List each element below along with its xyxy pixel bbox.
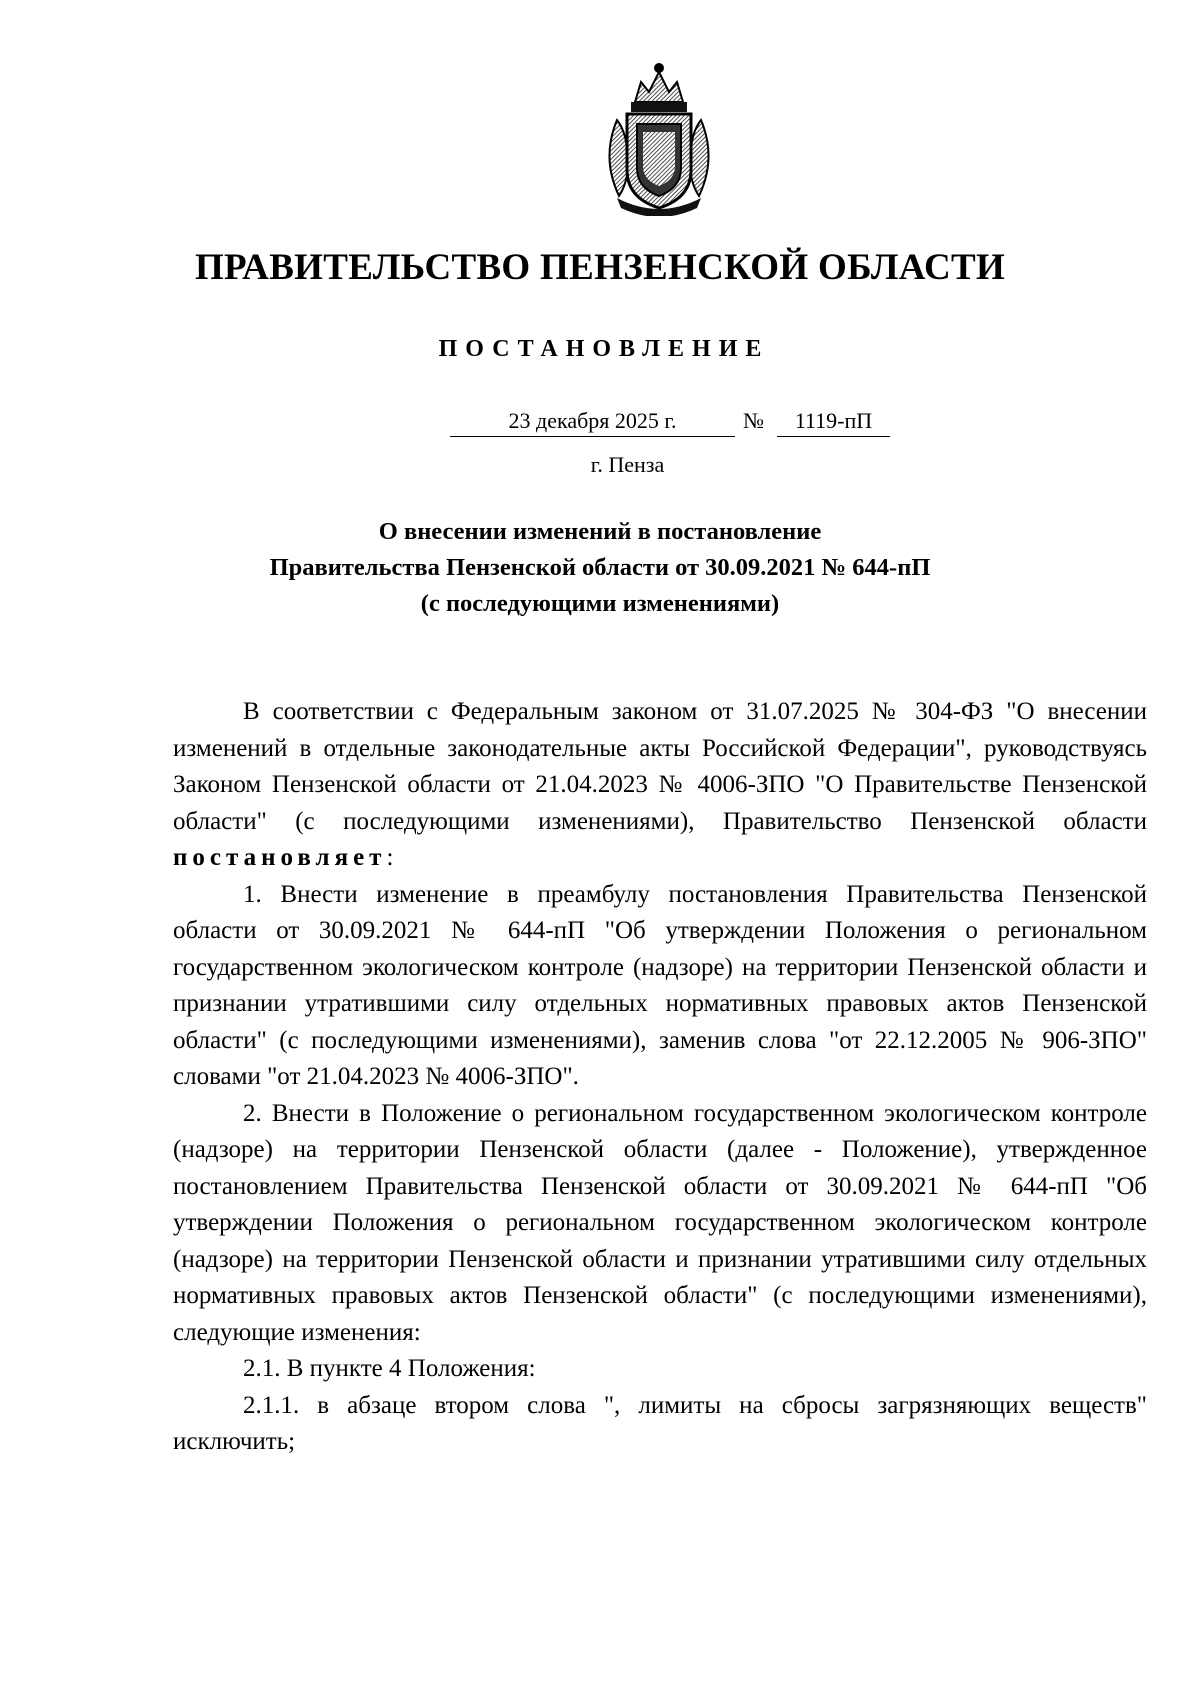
item-2-1-1-paragraph: 2.1.1. в абзаце втором слова ", лимиты на сбросы загрязняющих веществ" исключить; [173,1391,1147,1455]
subject-line-3: (с последующими изменениями) [420,590,780,617]
item-2-1-paragraph: 2.1. В пункте 4 Положения: [243,1355,536,1382]
document-date: 23 декабря 2025 г. [450,408,735,437]
document-subject [0,514,1200,622]
government-title: ПРАВИТЕЛЬСТВО ПЕНЗЕНСКОЙ ОБЛАСТИ [194,247,1006,288]
decree-word: постановляет [173,844,387,871]
subject-line-2: Правительства Пензенской области от 30.09.2021 № 644-пП [269,554,931,581]
subject-line-1: О внесении изменений в постановление [378,518,822,545]
document-number: 1119-пП [777,408,890,437]
document-type: ПОСТАНОВЛЕНИЕ [438,336,770,362]
item-1-paragraph: 1. Внести изменение в преамбулу постановления Правительства Пензенской области от 30.09.2021 № 644-пП "Об утверждении Положения о региональном государственном экологическом контроле (надзоре) на территории Пензенской области и признании утратившими силу отдельных нормативных правовых актов Пензенской области" (с последующими изменениями), заменив слова "от 22.12.2005 № 906-ЗПО" словами "от 21.04.2023 № 4006-ЗПО". [173,880,1147,1090]
coat-of-arms-icon [597,58,721,216]
document-city: г. Пенза [590,452,665,477]
preamble-paragraph [173,694,1147,877]
preamble-text: В соответствии с Федеральным законом от 31.07.2025 № 304-ФЗ "О внесении изменений в отдельные законодательные акты Российской Федерации", руководствуясь Законом Пензенской области от 21.04.2023 № 4006-ЗПО "О Правительстве Пензенской области" (с последующими изменениями), Правительство Пензенской области [173,698,1147,835]
number-sign: № [743,408,764,433]
item-2-paragraph: 2. Внести в Положение о региональном государственном экологическом контроле (надзоре) на территории Пензенской области (далее - Положение), утвержденное постановлением Правительства Пензенской области от 30.09.2021 № 644-пП "Об утверждении Положения о региональном государственном экологическом контроле (надзоре) на территории Пензенской области и признании утратившими силу отдельных нормативных правовых актов Пензенской области" (с последующими изменениями), следующие изменения: [173,1099,1147,1346]
document-body [173,694,1147,1461]
preamble-end: : [386,844,394,871]
